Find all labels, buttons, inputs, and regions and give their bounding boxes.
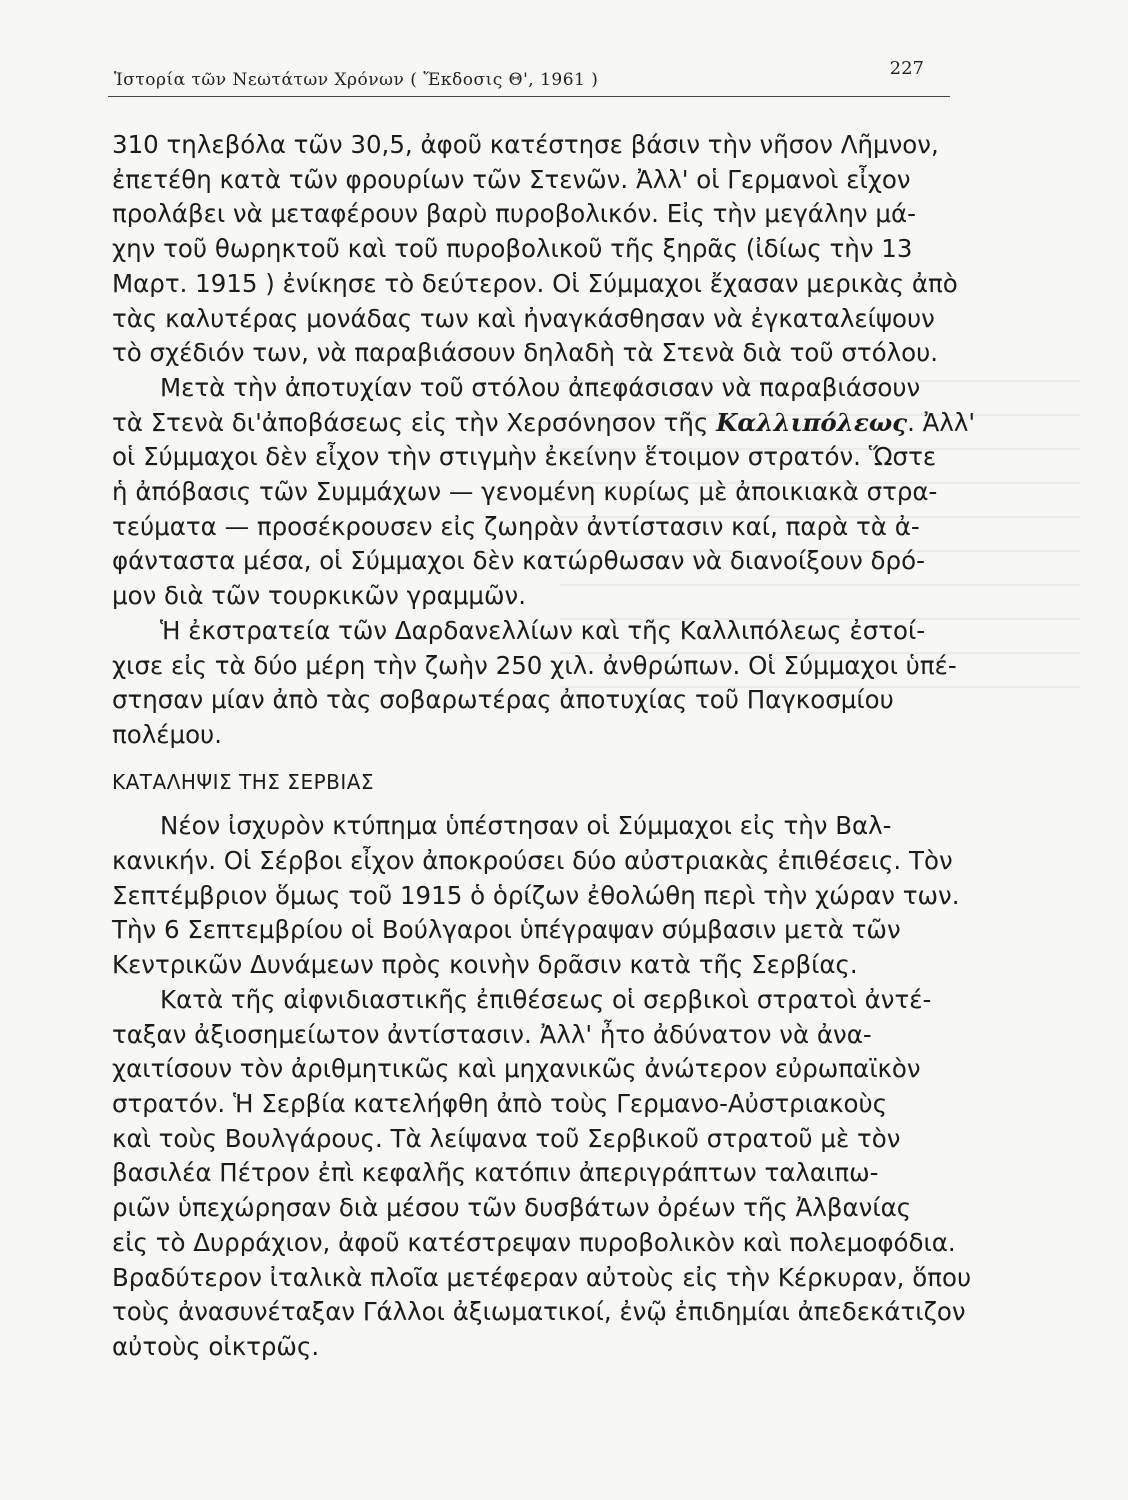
text-line: μον διὰ τῶν τουρκικῶν γραμμῶν. xyxy=(112,581,526,611)
text-line: στρατόν. Ἡ Σερβία κατελήφθη ἀπὸ τοὺς Γερμανο-Αὐστριακοὺς xyxy=(112,1088,888,1118)
text-fragment: . Ἀλλ' xyxy=(907,407,976,437)
text-line: τὰς καλυτέρας μονάδας των καὶ ἠναγκάσθησαν νὰ ἐγκαταλείψουν xyxy=(112,303,935,333)
paragraph-3 xyxy=(112,614,957,753)
body-text xyxy=(112,128,976,1365)
text-line: τοὺς ἀνασυνέταξαν Γάλλοι ἀξιωματικοί, ἐνῷ ἐπιδημίαι ἀπεδεκάτιζον xyxy=(112,1297,966,1327)
paragraph-2 xyxy=(112,371,976,614)
text-line: Κατὰ τῆς αἰφνιδιαστικῆς ἐπιθέσεως οἱ σερβικοὶ στρατοὶ ἀντέ- xyxy=(160,984,932,1014)
text-line: Κεντρικῶν Δυνάμεων πρὸς κοινὴν δρᾶσιν κατὰ τῆς Σερβίας. xyxy=(112,950,858,980)
text-line: στησαν μίαν ἀπὸ τὰς σοβαρωτέρας ἀποτυχίας τοῦ Παγκοσμίου xyxy=(112,685,894,715)
running-head: Ἱστορία τῶν Νεωτάτων Χρόνων ( Ἔκδοσις Θ', 1961 ) xyxy=(114,70,599,90)
place-name-kallipoli: Καλλιπόλεως xyxy=(716,407,908,437)
text-line: χην τοῦ θωρηκτοῦ καὶ τοῦ πυροβολικοῦ τῆς ξηρᾶς (ἰδίως τὴν 13 xyxy=(112,234,913,264)
paragraph-1 xyxy=(112,128,958,371)
text-line: προλάβει νὰ μεταφέρουν βαρὺ πυροβολικόν. Εἰς τὴν μεγάλην μά- xyxy=(112,199,916,229)
page-header xyxy=(108,56,950,97)
text-line: Βραδύτερον ἰταλικὰ πλοῖα μετέφεραν αὐτοὺς εἰς τὴν Κέρκυραν, ὅπου xyxy=(112,1262,972,1292)
text-line: καὶ τοὺς Βουλγάρους. Τὰ λείψανα τοῦ Σερβικοῦ στρατοῦ μὲ τὸν xyxy=(112,1123,901,1153)
text-line: τὸ σχέδιόν των, νὰ παραβιάσουν δηλαδὴ τὰ Στενὰ διὰ τοῦ στόλου. xyxy=(112,338,939,368)
text-line: Ἡ ἐκστρατεία τῶν Δαρδανελλίων καὶ τῆς Καλλιπόλεως ἐστοί- xyxy=(160,615,926,645)
section-heading: ΚΑΤΑΛΗΨΙΣ ΤΗΣ ΣΕΡΒΙΑΣ xyxy=(112,769,375,794)
text-line: τεύματα — προσέκρουσεν εἰς ζωηρὰν ἀντίστασιν καί, παρὰ τὰ ἀ- xyxy=(112,511,920,541)
text-line: ριῶν ὑπεχώρησαν διὰ μέσου τῶν δυσβάτων ὀρέων τῆς Ἀλβανίας xyxy=(112,1193,912,1223)
text-line: φάνταστα μέσα, οἱ Σύμμαχοι δὲν κατώρθωσαν νὰ διανοίξουν δρό- xyxy=(112,546,925,576)
text-line: χαιτίσουν τὸν ἀριθμητικῶς καὶ μηχανικῶς ἀνώτερον εὐρωπαϊκὸν xyxy=(112,1054,921,1084)
text-line: ἐπετέθη κατὰ τῶν φρουρίων τῶν Στενῶν. Ἀλλ' οἱ Γερμανοὶ εἶχον xyxy=(112,164,911,194)
text-line: Σεπτέμβριον ὅμως τοῦ 1915 ὁ ὁρίζων ἐθολώθη περὶ τὴν χώραν των. xyxy=(112,880,960,910)
text-line: κανικήν. Οἱ Σέρβοι εἶχον ἀποκρούσει δύο αὐστριακὰς ἐπιθέσεις. Τὸν xyxy=(112,846,953,876)
text-fragment: τὰ Στενὰ δι'ἀποβάσεως εἰς τὴν Χερσόνησον τῆς xyxy=(112,407,717,437)
text-line: χισε εἰς τὰ δύο μέρη τὴν ζωὴν 250 χιλ. ἀνθρώπων. Οἱ Σύμμαχοι ὑπέ- xyxy=(112,650,957,680)
text-line: εἰς τὸ Δυρράχιον, ἀφοῦ κατέστρεψαν πυροβολικὸν καὶ πολεμοφόδια. xyxy=(112,1227,956,1257)
text-line: ἡ ἀπόβασις τῶν Συμμάχων — γενομένη κυρίως μὲ ἀποικιακὰ στρα- xyxy=(112,477,938,507)
paragraph-5 xyxy=(112,983,972,1365)
page-number: 227 xyxy=(889,58,924,79)
text-line: Νέον ἰσχυρὸν κτύπημα ὑπέστησαν οἱ Σύμμαχοι εἰς τὴν Βαλ- xyxy=(160,811,892,841)
text-line: Μαρτ. 1915 ) ἐνίκησε τὸ δεύτερον. Οἱ Σύμμαχοι ἔχασαν μερικὰς ἀπὸ xyxy=(112,268,958,298)
text-line: Μετὰ τὴν ἀποτυχίαν τοῦ στόλου ἀπεφάσισαν νὰ παραβιάσουν xyxy=(160,372,921,402)
text-line: οἱ Σύμμαχοι δὲν εἶχον τὴν στιγμὴν ἐκείνην ἕτοιμον στρατόν. Ὥστε xyxy=(112,442,937,472)
text-line: βασιλέα Πέτρον ἐπὶ κεφαλῆς κατόπιν ἀπεριγράπτων ταλαιπω- xyxy=(112,1158,879,1188)
text-line: 310 τηλεβόλα τῶν 30,5, ἀφοῦ κατέστησε βάσιν τὴν νῆσον Λῆμνον, xyxy=(112,130,939,159)
text-line: αὐτοὺς οἰκτρῶς. xyxy=(112,1331,320,1361)
text-line xyxy=(112,406,976,441)
paragraph-4 xyxy=(112,809,960,983)
text-line: ταξαν ἀξιοσημείωτον ἀντίστασιν. Ἀλλ' ἦτο ἀδύνατον νὰ ἀνα- xyxy=(112,1019,872,1049)
text-line: πολέμου. xyxy=(112,719,223,749)
text-line: Τὴν 6 Σεπτεμβρίου οἱ Βούλγαροι ὑπέγραψαν σύμβασιν μετὰ τῶν xyxy=(112,915,901,945)
